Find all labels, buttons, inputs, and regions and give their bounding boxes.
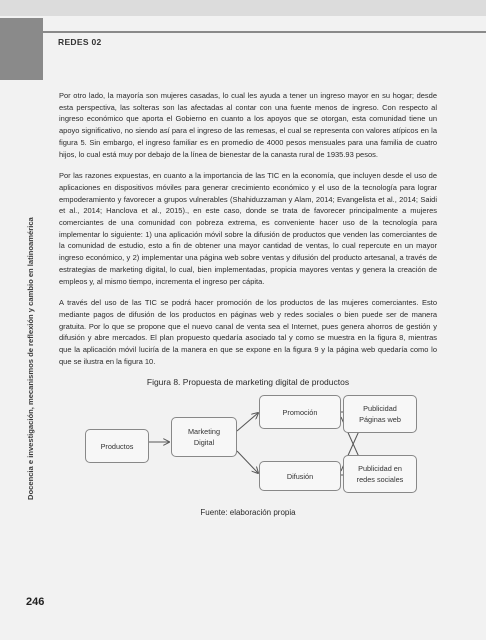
paragraph-2: Por las razones expuestas, en cuanto a la importancia de las TIC en la economía, que incluyen desde el uso de aplicaciones en dispositivos móviles para generar crecimiento económico y el uso de la tecnología para lograr empoderamiento y favorecer a grupos vulnerables (Shahiduzzaman y Alam, 2014; Evangelista et al., 2014; Saidi et al., 2014; Hanclova et al., 2015)., en este caso, donde se trata de favorecer principalmente a mujeres comerciantes de una comunidad con pobreza extrema, es conveniente hacer uso de la tecnología para implementar lo siguiente: 1) una aplicación móvil sobre la difusión de productos que venden las comerciantes de la comunidad de estudio, esto a fin de obtener una mayor cantidad de ventas, lo cual repercute en un mayor ingreso económico, y 2) implementar una página web sobre ventas y difusión del producto artesanal, a través de estrategias de marketing digital, lo cual, bien implementadas, propicia mayores ventas y genera la creación de empleos y, al mismo tiempo, incrementa el ingreso per cápita. bbox=[59, 171, 437, 286]
page-number: 246 bbox=[26, 596, 45, 608]
node-publicidad-redes bbox=[343, 455, 417, 493]
node-promocion bbox=[259, 395, 341, 429]
top-bar bbox=[0, 0, 486, 16]
node-difusion bbox=[259, 461, 341, 491]
node-pub-web-label-1: Publicidad bbox=[363, 404, 397, 414]
node-pub-web-label-2: Páginas web bbox=[359, 415, 401, 425]
node-pub-redes-label-1: Publicidad en bbox=[358, 464, 402, 474]
figure-source: Fuente: elaboración propia bbox=[200, 508, 296, 518]
node-marketing-label-1: Marketing bbox=[187, 427, 221, 437]
node-pub-redes-label-2: redes sociales bbox=[356, 475, 404, 485]
node-productos-label: Productos bbox=[100, 441, 134, 451]
paragraph-1: Por otro lado, la mayoría son mujeres casadas, lo cual les ayuda a tener un ingreso mayor en su hogar; desde esta perspectiva, las solteras son las afectadas al contar con una fuente menos de ingreso. Con respecto al ingreso económico que aporta el Gobierno en cuanto a los apoyos que se otorgan, esta comunidad tiene un apoyo significativo, no siendo así para el ingreso de las remesas, el cual se representa con valores atípicos en la figura 5. Sin embargo, el ingreso familiar es en promedio de 4000 pesos mensuales para una familia de cuatro hijos, lo cual está muy por debajo de la línea de bienestar de la canasta rural de 1935.93 pesos. bbox=[59, 91, 437, 159]
marketing-diagram bbox=[59, 395, 437, 499]
side-book-title: Docencia e investigación, mecanismos de reflexión y cambio en latinoamérica bbox=[26, 217, 35, 500]
paragraph-3: A través del uso de las TIC se podrá hacer promoción de los productos de las mujeres comerciantes. Esto mediante pagos de difusión de los productos en páginas web y redes sociales o bien puede ser de manera gratuita. Por lo que se propone que el nuevo canal de venta sea el Internet, pues genera ahorros de gestión y difusión y abre mercados. El plan propuesto quedaría asociado tal y como se muestra en la figura 8, mientras que la aplicación móvil luciría de la manera en que se expone en la figura 9 y la página web quedaría como lo que se ilustra en la figura 10. bbox=[59, 298, 437, 366]
node-marketing-digital bbox=[171, 417, 237, 457]
node-difusion-label: Difusión bbox=[286, 471, 314, 481]
arrow-marketing-difusion bbox=[237, 451, 258, 473]
page-content bbox=[59, 90, 437, 519]
left-tab bbox=[0, 18, 43, 80]
node-promocion-label: Promoción bbox=[282, 407, 318, 417]
node-marketing-label-2: Digital bbox=[193, 438, 215, 448]
header-rule bbox=[43, 31, 486, 33]
arrow-marketing-promocion bbox=[237, 413, 258, 431]
section-header: REDES 02 bbox=[58, 37, 102, 47]
node-publicidad-web bbox=[343, 395, 417, 433]
node-productos bbox=[85, 429, 149, 463]
figure-caption: Figura 8. Propuesta de marketing digital de productos bbox=[146, 377, 350, 388]
